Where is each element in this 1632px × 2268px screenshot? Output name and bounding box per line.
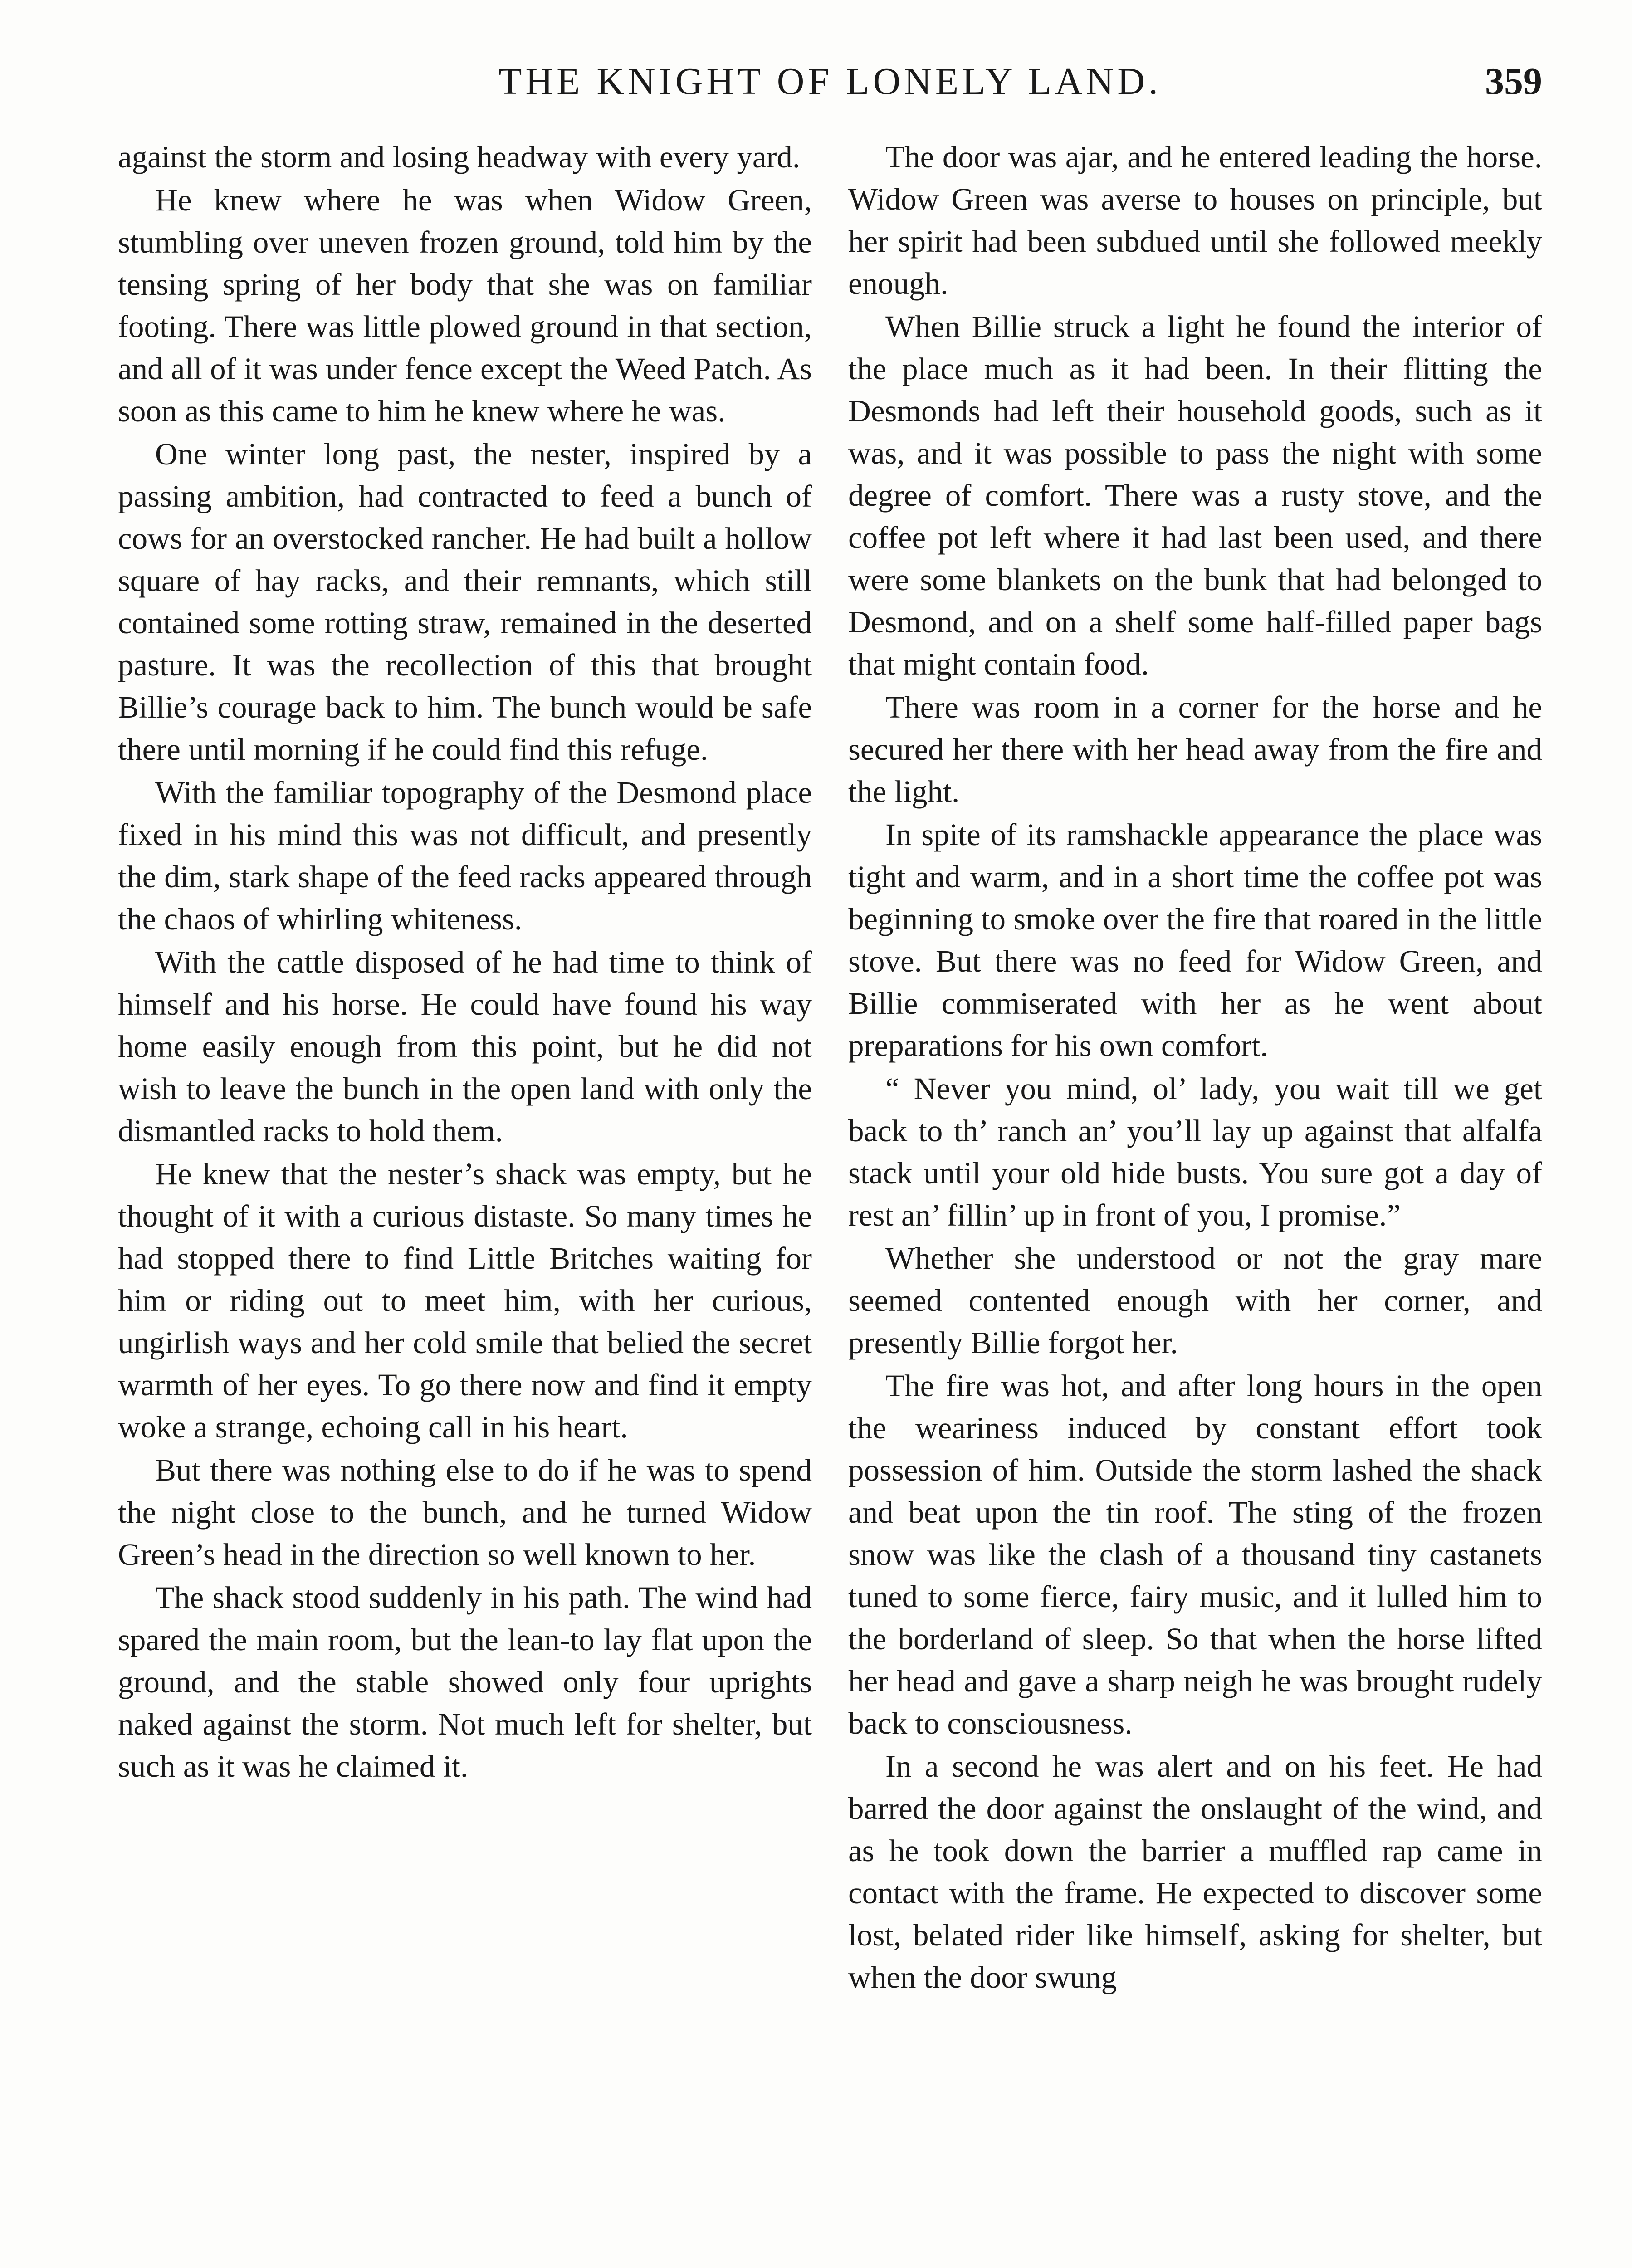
paragraph: The door was ajar, and he entered leading the horse. Widow Green was averse to houses on principle, but her spirit had been subdued until she followed meekly enough. <box>848 140 1542 301</box>
paragraph: With the cattle disposed of he had time to think of himself and his horse. He could have found his way home easily enough from this point, but he did not wish to leave the bunch in the open land with only the dismantled racks to hold them. <box>118 945 812 1148</box>
paragraph: One winter long past, the nester, inspired by a passing ambition, had contracted to feed a bunch of cows for an overstocked rancher. He had built a hollow square of hay racks, and their remnants, which still contained some rotting straw, remained in the deserted pasture. It was the recollection of this that brought Billie’s courage back to him. The bunch would be safe there until morning if he could find this refuge. <box>118 437 812 767</box>
paragraph: He knew that the nester’s shack was empty, but he thought of it with a curious distaste. So many times he had stopped there to find Little Britches waiting for him or riding out to meet him, with her curious, ungirlish ways and her cold smile that belied the secret warmth of her eyes. To go there now and find it empty woke a strange, echoing call in his heart. <box>118 1157 812 1444</box>
paragraph: against the storm and losing headway with every yard. <box>118 140 801 174</box>
page-number: 359 <box>1485 60 1542 103</box>
running-title: THE KNIGHT OF LONELY LAND. <box>498 60 1162 103</box>
paragraph: In a second he was alert and on his feet. He had barred the door against the onslaught of the wind, and as he took down the barrier a muffled rap came in contact with the frame. He expected to discover some lost, belated rider like himself, asking for shelter, but when the door swung <box>848 1749 1542 1994</box>
right-column <box>848 136 1542 1999</box>
paragraph: There was room in a corner for the horse and he secured her there with her head away from the fire and the light. <box>848 690 1542 809</box>
running-head <box>118 54 1542 109</box>
paragraph: He knew where he was when Widow Green, stumbling over uneven frozen ground, told him by the tensing spring of her body that she was on familiar footing. There was little plowed ground in that section, and all of it was under fence except the Weed Patch. As soon as this came to him he knew where he was. <box>118 183 812 428</box>
paragraph: “ Never you mind, ol’ lady, you wait till we get back to th’ ranch an’ you’ll lay up against that alfalfa stack until your old hide busts. You sure got a day of rest an’ fillin’ up in front of you, I promise.” <box>848 1071 1542 1232</box>
paragraph: In spite of its ramshackle appearance the place was tight and warm, and in a short time the coffee pot was beginning to smoke over the fire that roared in the little stove. But there was no feed for Widow Green, and Billie commiserated with her as he went about preparations for his own comfort. <box>848 817 1542 1063</box>
paragraph: With the familiar topography of the Desmond place fixed in his mind this was not difficult, and presently the dim, stark shape of the feed racks appeared through the chaos of whirling whiteness. <box>118 775 812 936</box>
left-column <box>118 136 812 1789</box>
paragraph: The fire was hot, and after long hours in the open the weariness induced by constant effort took possession of him. Outside the storm lashed the shack and beat upon the tin roof. The sting of the frozen snow was like the clash of a thousand tiny castanets tuned to some fierce, fairy music, and it lulled him to the borderland of sleep. So that when the horse lifted her head and gave a sharp neigh he was brought rudely back to consciousness. <box>848 1369 1542 1740</box>
paragraph: But there was nothing else to do if he was to spend the night close to the bunch, and he turned Widow Green’s head in the direction so well known to her. <box>118 1453 812 1572</box>
paragraph: Whether she understood or not the gray mare seemed contented enough with her corner, and presently Billie forgot her. <box>848 1241 1542 1360</box>
paragraph: The shack stood suddenly in his path. The wind had spared the main room, but the lean-to lay flat upon the ground, and the stable showed only four uprights naked against the storm. Not much left for shelter, but such as it was he claimed it. <box>118 1580 812 1784</box>
paragraph: When Billie struck a light he found the interior of the place much as it had been. In their flitting the Desmonds had left their household goods, such as it was, and it was possible to pass the night with some degree of comfort. There was a rusty stove, and the coffee pot left where it had last been used, and there were some blankets on the bunk that had belonged to Desmond, and on a shelf some half-filled paper bags that might contain food. <box>848 309 1542 681</box>
